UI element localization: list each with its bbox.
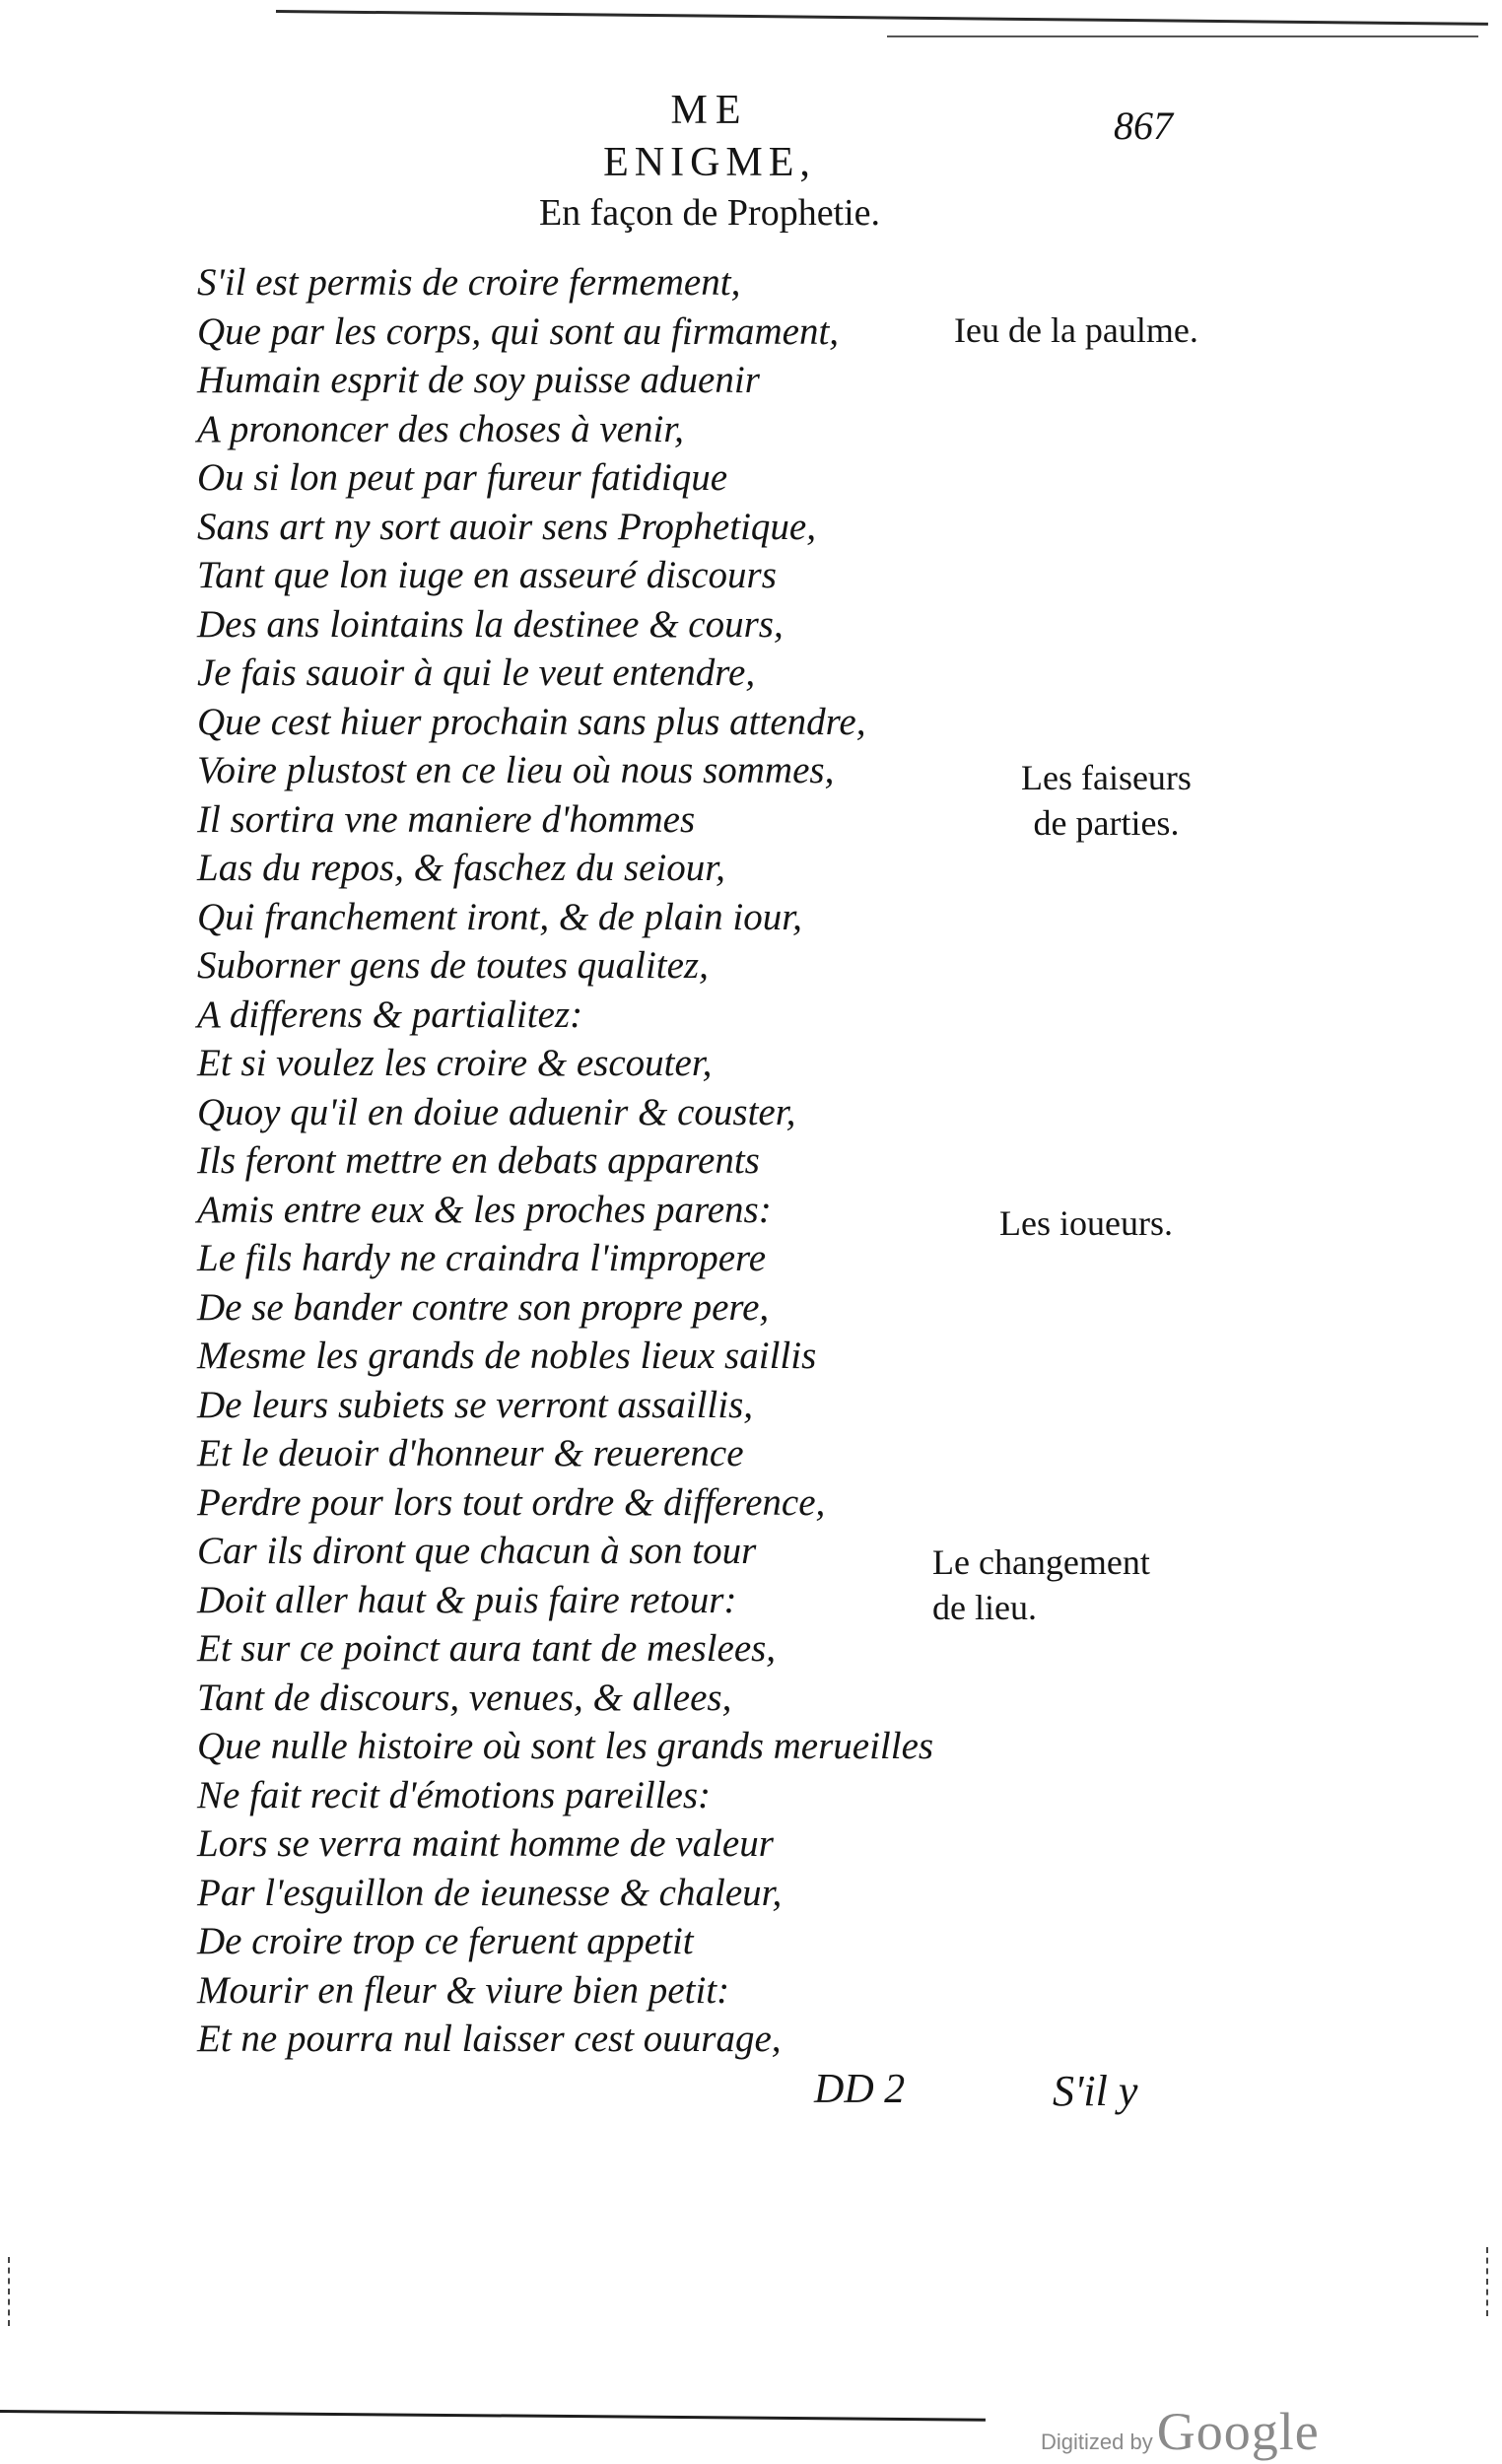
top-edge-rule <box>276 10 1488 26</box>
running-title: ME <box>670 88 749 133</box>
verse-line: Amis entre eux & les proches parens: <box>197 1188 772 1231</box>
left-edge-mark <box>8 2257 10 2326</box>
poem-title: ENIGME, <box>603 140 816 185</box>
margin-note-line: de lieu. <box>932 1588 1037 1627</box>
verse-line: Mourir en fleur & viure bien petit: <box>197 1968 730 2012</box>
margin-note-line: de parties. <box>1033 803 1180 843</box>
verse-line: Quoy qu'il en doiue aduenir & couster, <box>197 1090 796 1133</box>
verse-line: Voire plustost en ce lieu où nous sommes, <box>197 749 835 791</box>
bottom-edge-rule <box>0 2410 986 2422</box>
margin-note-changement <box>932 1540 1150 1630</box>
verse-line: Suborner gens de toutes qualitez, <box>197 944 709 987</box>
page-header <box>493 85 926 237</box>
margin-note-line: Les faiseurs <box>1021 758 1192 797</box>
verse-line: Que nulle histoire où sont les grands merueilles <box>197 1725 934 1767</box>
verse-line: Je fais sauoir à qui le veut entendre, <box>197 651 756 694</box>
signature-mark: DD 2 <box>814 2067 906 2112</box>
verse-line: Humain esprit de soy puisse aduenir <box>197 359 760 401</box>
verse-line: Ils feront mettre en debats apparents <box>197 1139 760 1182</box>
catchword: S'il y <box>1053 2067 1138 2115</box>
margin-note-jeu-de-paulme: Ieu de la paulme. <box>954 310 1198 350</box>
verse-line: Mesme les grands de nobles lieux saillis <box>197 1335 817 1377</box>
google-logo: Google <box>1156 2402 1320 2461</box>
poem-body <box>197 258 966 2064</box>
verse-line: De se bander contre son propre pere, <box>197 1285 770 1329</box>
verse-line: Ne fait recit d'émotions pareilles: <box>197 1773 712 1816</box>
verse-line: De croire trop ce feruent appetit <box>197 1920 694 1962</box>
verse-line: Sans art ny sort auoir sens Prophetique, <box>197 505 816 548</box>
margin-note-faiseurs <box>1021 755 1192 846</box>
verse-line: Tant que lon iuge en asseuré discours <box>197 554 777 596</box>
margin-note-ioueurs: Les ioueurs. <box>999 1203 1173 1243</box>
verse-line: Car ils diront que chacun à son tour <box>197 1530 757 1572</box>
digitized-by-watermark <box>1041 2401 1320 2462</box>
verse-line: Des ans lointains la destinee & cours, <box>197 602 784 646</box>
verse-line: Par l'esguillon de ieunesse & chaleur, <box>197 1871 783 1914</box>
poem-subtitle: En façon de Prophetie. <box>538 192 881 234</box>
verse-line: De leurs subiets se verront assaillis, <box>197 1383 754 1426</box>
verse-line: Et sur ce poinct aura tant de meslees, <box>197 1627 777 1670</box>
verse-line: Perdre pour lors tout ordre & difference, <box>197 1480 826 1524</box>
verse-line: Las du repos, & faschez du seiour, <box>197 847 725 889</box>
verse-line: Ou si lon peut par fureur fatidique <box>197 456 728 499</box>
margin-note-line: Le changement <box>932 1542 1150 1582</box>
verse-line: Doit aller haut & puis faire retour: <box>197 1578 737 1621</box>
verse-line: Et si voulez les croire & escouter, <box>197 1042 713 1084</box>
verse-line: Il sortira vne maniere d'hommes <box>197 797 696 841</box>
page-number: 867 <box>1114 103 1173 148</box>
verse-line: Et le deuoir d'honneur & reuerence <box>197 1432 744 1474</box>
verse-line: Et ne pourra nul laisser cest ouurage, <box>197 2018 782 2060</box>
verse-line: Le fils hardy ne craindra l'impropere <box>197 1237 767 1279</box>
top-edge-rule-secondary <box>887 35 1478 37</box>
verse-line: Tant de discours, venues, & allees, <box>197 1676 732 1719</box>
verse-line: A differens & partialitez: <box>197 992 583 1036</box>
right-edge-mark <box>1486 2247 1488 2316</box>
verse-line: A prononcer des choses à venir, <box>197 407 684 450</box>
verse-line: S'il est permis de croire fermement, <box>197 261 741 304</box>
verse-line: Qui franchement iront, & de plain iour, <box>197 895 802 938</box>
verse-line: Lors se verra maint homme de valeur <box>197 1822 774 1865</box>
watermark-prefix: Digitized by <box>1041 2430 1153 2454</box>
verse-line: Que cest hiuer prochain sans plus attendre, <box>197 700 866 743</box>
verse-line: Que par les corps, qui sont au firmament, <box>197 309 840 353</box>
